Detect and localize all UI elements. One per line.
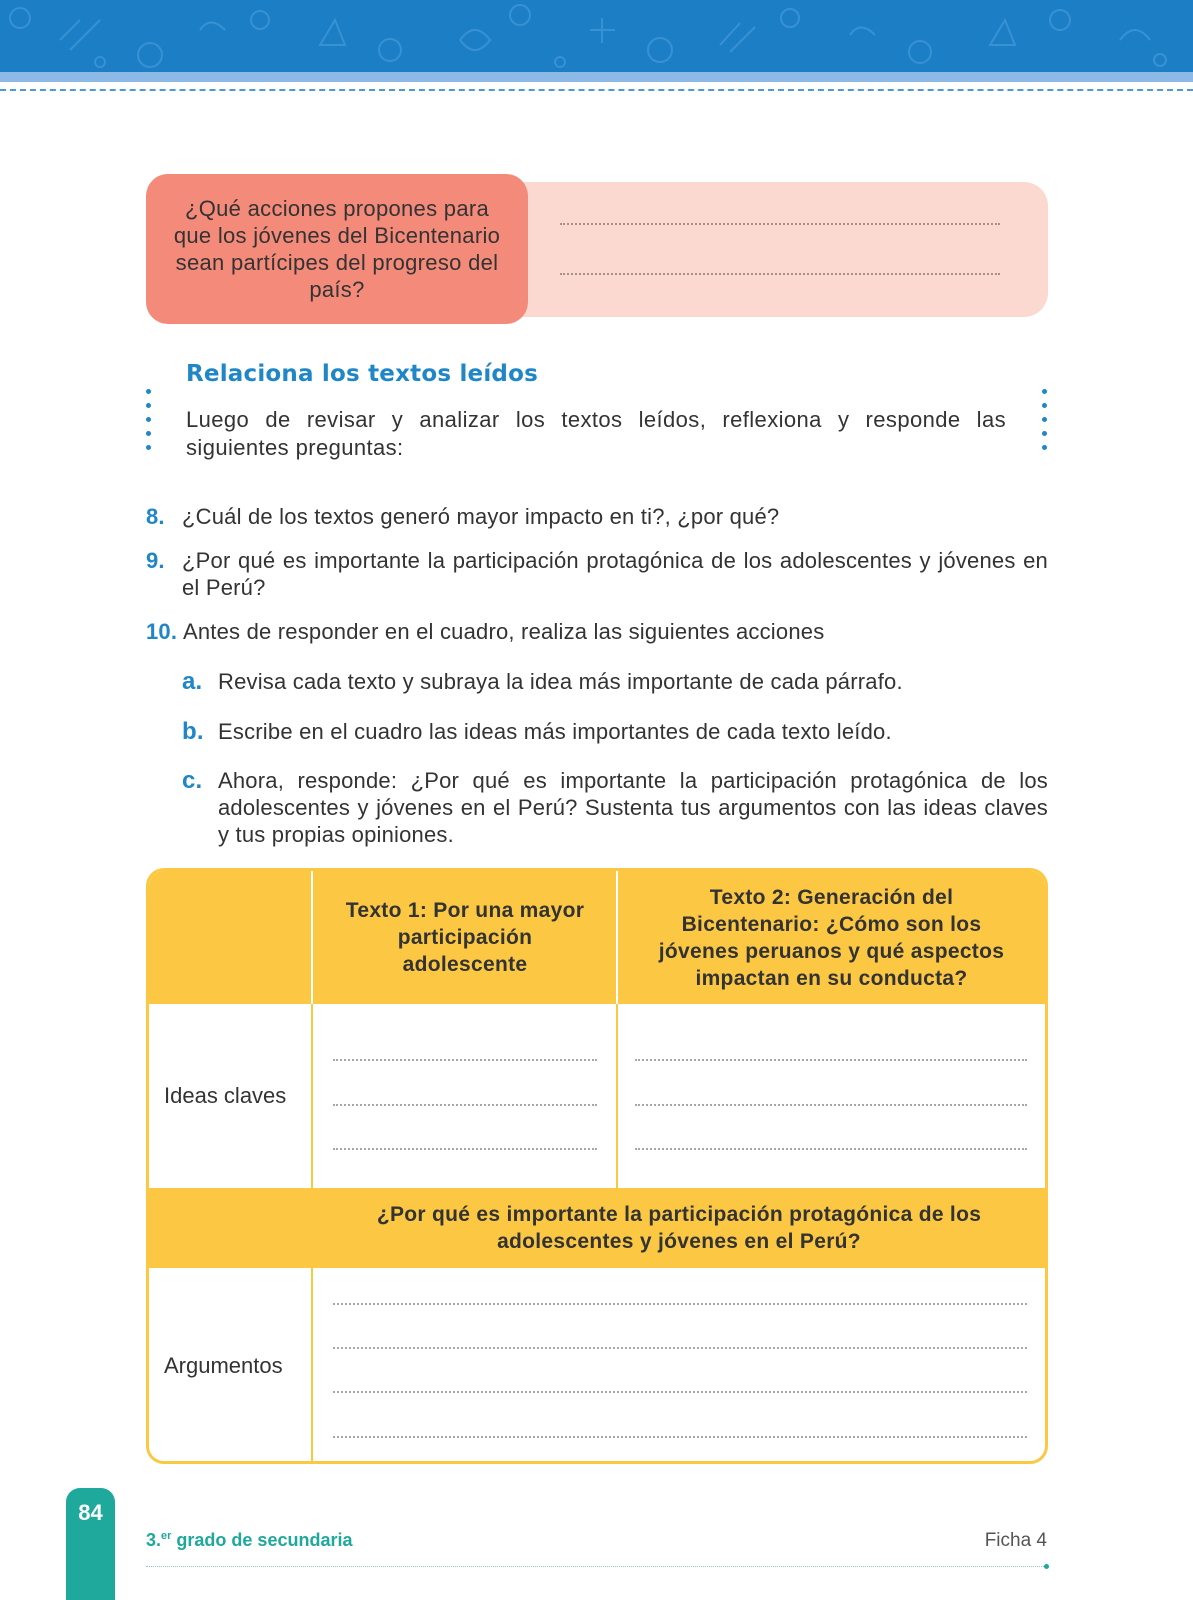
- answer-line[interactable]: [635, 1104, 1027, 1106]
- answer-line[interactable]: [333, 1148, 597, 1150]
- footer-divider: [146, 1566, 1046, 1567]
- answer-line[interactable]: [333, 1303, 1027, 1305]
- dotted-border-right: [1042, 389, 1048, 459]
- footer-dot: [1044, 1564, 1049, 1569]
- header-light-stripe: [0, 72, 1193, 82]
- page-number: 84: [78, 1500, 103, 1525]
- subitem-text: Revisa cada texto y subraya la idea más importante de cada párrafo.: [218, 669, 903, 694]
- grade-label: 3.$^{er}$ grado de secundaria: [146, 1530, 353, 1550]
- answer-line[interactable]: [333, 1059, 597, 1061]
- question-text: Antes de responder en el cuadro, realiza las siguientes acciones: [183, 619, 825, 644]
- subitem-letter: c.: [182, 767, 203, 794]
- question-number: 8.: [146, 504, 165, 529]
- question-number: 10.: [146, 619, 178, 644]
- answer-line[interactable]: [635, 1148, 1027, 1150]
- subitem-text: Ahora, responde: ¿Por qué es importante la participación protagónica de los adolescentes y jóvenes en el Perú? Sustenta tus argumentos con las ideas claves y tus propias opiniones.: [218, 768, 1048, 847]
- reflection-question: ¿Qué acciones propones para que los jóvenes del Bicentenario sean partícipes del progreso del país?: [146, 174, 528, 324]
- subitem-letter: a.: [182, 668, 203, 695]
- question-text: ¿Cuál de los textos generó mayor impacto en ti?, ¿por qué?: [182, 504, 780, 529]
- header-divider: [311, 871, 313, 1004]
- header-divider: [616, 871, 618, 1004]
- col1-header: Texto 1: Por una mayor participación adolescente: [345, 899, 585, 976]
- subitem-text: Escribe en el cuadro las ideas más importantes de cada texto leído.: [218, 719, 892, 744]
- section-instructions: Luego de revisar y analizar los textos leídos, reflexiona y responde las siguientes preguntas:: [186, 407, 1006, 460]
- answer-line[interactable]: [560, 273, 1000, 275]
- question-text: ¿Por qué es importante la participación protagónica de los adolescentes y jóvenes en el Perú?: [182, 548, 1048, 600]
- subitem-letter: b.: [182, 718, 204, 745]
- question-number: 9.: [146, 548, 165, 573]
- section-title: Relaciona los textos leídos: [186, 361, 538, 387]
- subitem-b: [182, 718, 1048, 745]
- header-dashed-divider: [0, 89, 1193, 91]
- question-9: [146, 547, 1048, 601]
- question-header: ¿Por qué es importante la participación protagónica de los adolescentes y jóvenes en el Perú?: [376, 1203, 982, 1253]
- dotted-border-left: [146, 389, 152, 459]
- page-number-tab: [66, 1488, 115, 1600]
- answer-line[interactable]: [333, 1391, 1027, 1393]
- sheet-label: Ficha 4: [984, 1530, 1047, 1551]
- question-10: [146, 618, 1048, 645]
- answer-line[interactable]: [333, 1347, 1027, 1349]
- col2-header: Texto 2: Generación del Bicentenario: ¿Cómo son los jóvenes peruanos y qué aspectos impactan en su conducta?: [658, 885, 1005, 990]
- row-label-ideas: Ideas claves: [164, 1083, 287, 1108]
- doodle-pattern: [0, 0, 1193, 72]
- row-label-arguments: Argumentos: [164, 1353, 283, 1378]
- header-band: [0, 0, 1193, 72]
- subitem-a: [182, 668, 1048, 695]
- answer-line[interactable]: [635, 1059, 1027, 1061]
- answer-line[interactable]: [560, 223, 1000, 225]
- question-8: [146, 503, 1048, 530]
- subitem-c: [182, 767, 1048, 848]
- answer-line[interactable]: [333, 1104, 597, 1106]
- answer-line[interactable]: [333, 1436, 1027, 1438]
- analysis-table: [146, 868, 1048, 1464]
